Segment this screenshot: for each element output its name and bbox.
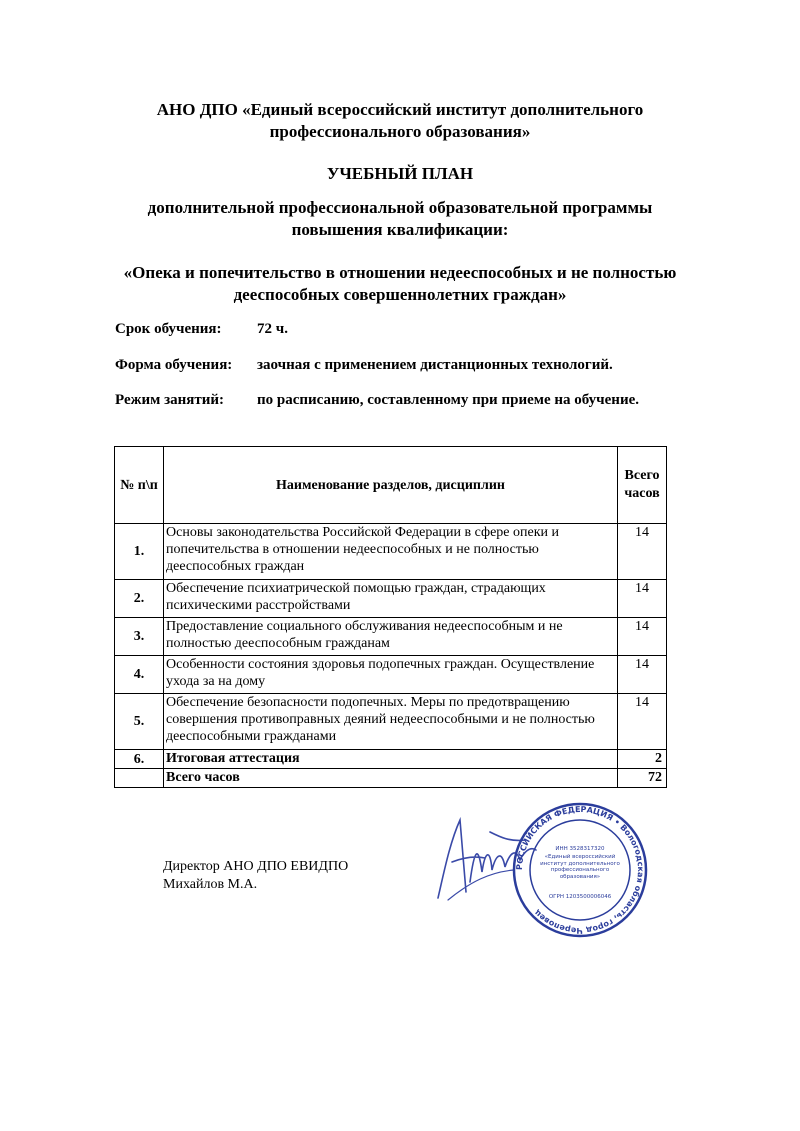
mode-value: по расписанию, составленному при приеме на обучение. [257, 392, 639, 408]
duration-row [115, 320, 288, 338]
row-hours: 14 [618, 524, 667, 580]
table-row [115, 524, 667, 580]
row-num: 2. [115, 580, 164, 618]
row-num: 4. [115, 656, 164, 694]
form-row [115, 356, 613, 374]
duration-value: 72 ч. [257, 321, 288, 337]
table-header-row [115, 447, 667, 524]
row-hours: 14 [618, 656, 667, 694]
stamp-outer-text: РОССИЙСКАЯ ФЕДЕРАЦИЯ • Вологодская область, город Череповец [514, 804, 646, 936]
table-row [115, 694, 667, 750]
row-num: 6. [115, 750, 164, 769]
curriculum-table [114, 446, 667, 788]
row-name: Основы законодательства Российской Федерации в сфере опеки и попечительства в отношении недееспособных и не полностью дееспособных граждан [164, 524, 618, 580]
table-row [115, 750, 667, 769]
total-row [115, 769, 667, 788]
stamp-inner-text: «Единый всероссийский институт дополнительного профессионального образования» [540, 854, 620, 880]
org-name-line1: АНО ДПО «Единый всероссийский институт дополнительного [156, 100, 644, 119]
row-name: Итоговая аттестация [164, 750, 618, 769]
col-hours-header: Всего часов [618, 447, 667, 524]
row-name: Обеспечение безопасности подопечных. Меры по предотвращению совершения противоправных деяний недееспособными и не полностью дееспособными гражданами [164, 694, 618, 750]
signatory-title: Директор АНО ДПО ЕВИДПО [163, 859, 349, 874]
total-hours: 72 [618, 769, 667, 788]
plan-title: УЧЕБНЫЙ ПЛАН [326, 164, 474, 183]
org-name-line2: профессионального образования» [269, 122, 531, 141]
signatory-name: Михайлов М.А. [163, 877, 258, 892]
course-title-line1: «Опека и попечительство в отношении недееспособных и не полностью [123, 263, 677, 282]
row-num: 5. [115, 694, 164, 750]
row-num: 1. [115, 524, 164, 580]
table-row [115, 580, 667, 618]
total-empty-cell [115, 769, 164, 788]
col-name-header: Наименование разделов, дисциплин [164, 447, 618, 524]
row-hours: 14 [618, 618, 667, 656]
table-row [115, 656, 667, 694]
row-num: 3. [115, 618, 164, 656]
form-label: Форма обучения: [115, 357, 233, 373]
mode-label: Режим занятий: [115, 392, 225, 408]
stamp-inn: ИНН 3528317320 [555, 846, 605, 852]
stamp-ogrn: ОГРН 1203500006046 [548, 894, 612, 900]
row-hours: 14 [618, 694, 667, 750]
col-num-header: № п\п [115, 447, 164, 524]
official-stamp [510, 800, 650, 940]
program-type-line2: повышения квалификации: [291, 220, 509, 239]
row-name: Обеспечение психиатрической помощью граждан, страдающих психическими расстройствами [164, 580, 618, 618]
program-type-line1: дополнительной профессиональной образовательной программы [147, 198, 653, 217]
row-hours: 2 [618, 750, 667, 769]
row-name: Особенности состояния здоровья подопечных граждан. Осуществление ухода за на дому [164, 656, 618, 694]
table-row [115, 618, 667, 656]
form-value: заочная с применением дистанционных технологий. [257, 357, 613, 373]
course-title-line2: дееспособных совершеннолетних граждан» [233, 285, 567, 304]
signatory-block [163, 858, 348, 894]
duration-label: Срок обучения: [115, 321, 222, 337]
mode-row [115, 391, 639, 409]
row-name: Предоставление социального обслуживания недееспособным и не полностью дееспособным гражданам [164, 618, 618, 656]
total-label: Всего часов [164, 769, 618, 788]
row-hours: 14 [618, 580, 667, 618]
